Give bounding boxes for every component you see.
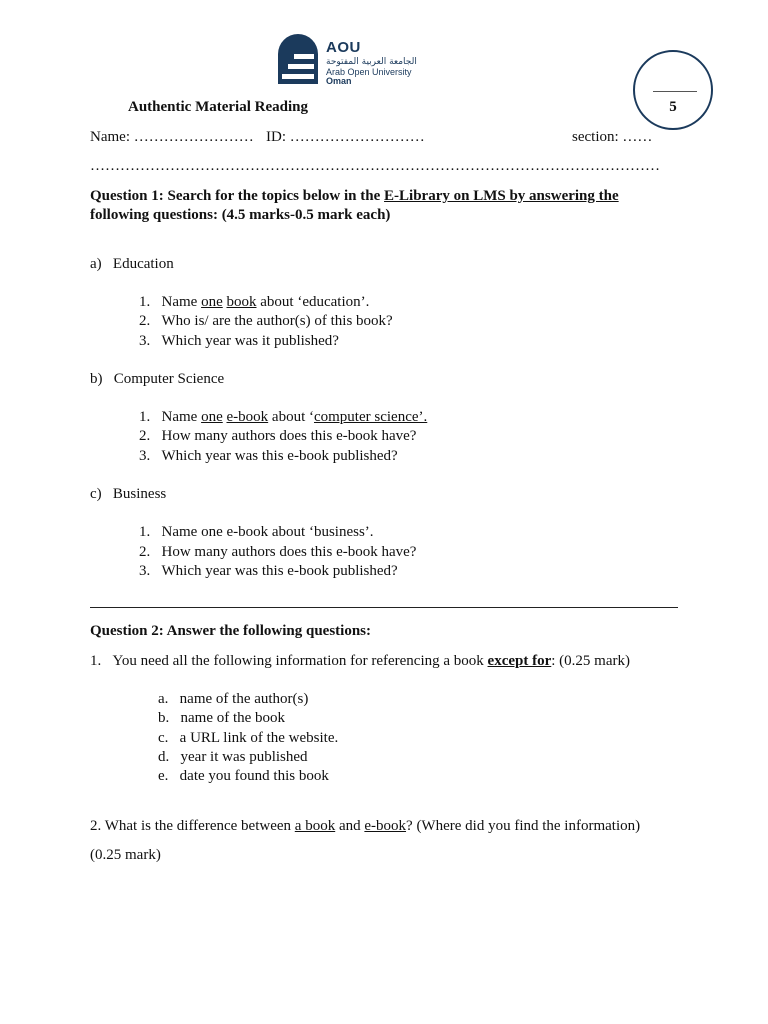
aou-logo-icon (276, 32, 320, 86)
item-underlined: e-book (226, 409, 269, 425)
item-number: 2. (139, 544, 151, 560)
item-number: 1. (139, 294, 151, 310)
name-field[interactable]: …………………… (133, 129, 254, 145)
item-number: 3. (139, 448, 151, 464)
logo-arabic-name: الجامعة العربية المفتوحة (326, 57, 417, 67)
section-marker: b) (90, 371, 103, 387)
option-letter: e. (158, 768, 169, 784)
item-number: 1. (139, 409, 151, 425)
item-text: ? (Where did you find the information) (406, 818, 641, 834)
item-number: 1. (139, 524, 151, 540)
item-underlined: one (201, 294, 223, 310)
section-title: Computer Science (113, 371, 225, 387)
score-value: 5 (669, 99, 677, 115)
item-underlined: a book (294, 818, 336, 834)
item-underlined: one (201, 409, 223, 425)
option-text: date you found this book (179, 768, 329, 784)
item-text: about ‘ (268, 409, 314, 425)
list-item (139, 448, 398, 465)
section-field[interactable]: …… (622, 129, 653, 145)
item-text: You need all the following information for referencing a book (112, 653, 488, 669)
dotted-answer-line[interactable]: …………………………………………………………………………………………………… (90, 158, 660, 174)
id-row (266, 129, 425, 146)
item-number: 1. (90, 653, 102, 669)
q1-elibrary-link: E-Library on LMS by answering the (384, 188, 619, 204)
item-number: 2. (139, 313, 151, 329)
emphasis-text: except for (487, 653, 552, 669)
section-a-header (90, 256, 174, 273)
list-item (139, 409, 427, 426)
option-text: year it was published (180, 749, 308, 765)
option-item (158, 691, 308, 708)
q2-item-1 (90, 653, 630, 670)
item-underlined: computer science’. (313, 409, 428, 425)
option-letter: c. (158, 730, 169, 746)
option-item (158, 768, 329, 785)
item-text: Who is/ are the author(s) of this book? (161, 313, 393, 329)
item-text: and (335, 818, 365, 834)
item-text: 2. What is the difference between (90, 818, 295, 834)
item-text: How many authors does this e-book have? (161, 428, 417, 444)
page-title: Authentic Material Reading (128, 99, 308, 115)
item-text: How many authors does this e-book have? (161, 544, 417, 560)
score-line (653, 91, 697, 92)
section-marker: a) (90, 256, 102, 272)
name-row (90, 129, 254, 146)
item-text: Name (161, 294, 202, 310)
score-circle (633, 50, 713, 130)
item-number: 3. (139, 563, 151, 579)
item-text: Which year was this e-book published? (161, 563, 398, 579)
logo-branch: Oman (326, 76, 352, 86)
item-number: 3. (139, 333, 151, 349)
id-label: ID: (266, 129, 286, 145)
item-text: Name (161, 409, 202, 425)
option-text: a URL link of the website. (179, 730, 339, 746)
item-text: about ‘education’. (256, 294, 370, 310)
item-text: Which year was it published? (161, 333, 339, 349)
list-item (139, 428, 416, 445)
section-marker: c) (90, 486, 102, 502)
q1-title-line2: following questions: (4.5 marks-0.5 mark each) (90, 207, 391, 223)
option-letter: b. (158, 710, 170, 726)
item-text: : (0.25 mark) (551, 653, 630, 669)
university-logo (276, 32, 436, 86)
option-item (158, 730, 338, 747)
section-label: section: (572, 129, 619, 145)
section-title: Business (112, 486, 167, 502)
section-title: Education (112, 256, 174, 272)
logo-abbreviation: AOU (326, 39, 361, 56)
q2-title: Question 2: Answer the following questions: (90, 623, 372, 639)
logo-english-name: Arab Open University (326, 67, 412, 77)
item-underlined: e-book (364, 818, 407, 834)
id-field[interactable]: ……………………… (289, 129, 425, 145)
option-letter: d. (158, 749, 170, 765)
item-text: Which year was this e-book published? (161, 448, 398, 464)
section-b-header (90, 371, 224, 388)
option-letter: a. (158, 691, 169, 707)
name-label: Name: (90, 129, 130, 145)
section-divider (90, 607, 678, 608)
list-item (139, 333, 339, 350)
list-item (139, 544, 416, 561)
list-item (139, 313, 393, 330)
section-c-header (90, 486, 166, 503)
option-item (158, 710, 285, 727)
list-item (139, 524, 374, 541)
item-underlined: book (226, 294, 257, 310)
q2-item-2-mark: (0.25 mark) (90, 847, 161, 863)
option-item (158, 749, 308, 766)
item-text: Name one e-book about ‘business’. (161, 524, 374, 540)
q2-item-2 (90, 818, 640, 835)
option-text: name of the book (180, 710, 286, 726)
option-text: name of the author(s) (179, 691, 309, 707)
q1-lead: Question 1: Search for the topics below in the (90, 188, 385, 204)
list-item (139, 294, 369, 311)
item-number: 2. (139, 428, 151, 444)
list-item (139, 563, 398, 580)
q1-title-line1 (90, 188, 619, 205)
section-row (572, 129, 652, 146)
